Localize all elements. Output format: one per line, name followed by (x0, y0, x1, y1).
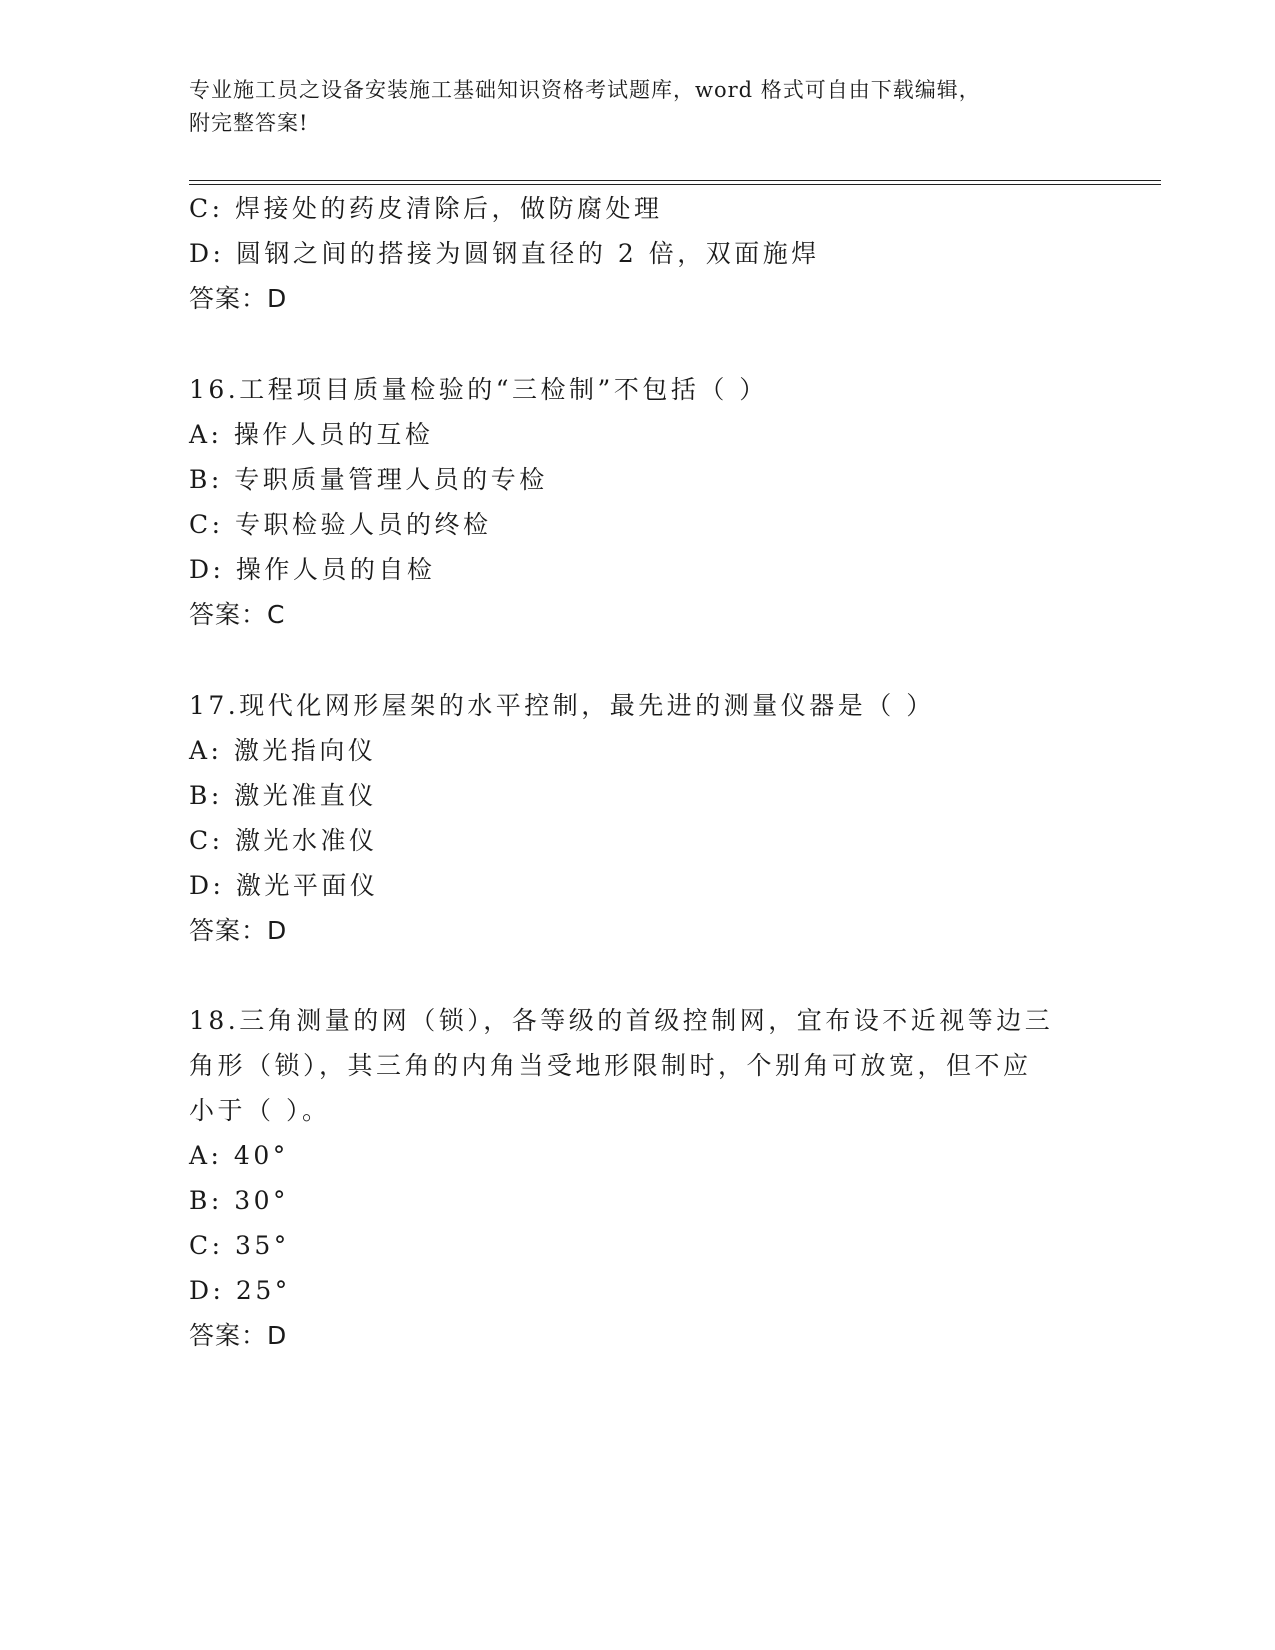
document-header: 专业施工员之设备安装施工基础知识资格考试题库，word 格式可自由下载编辑， 附完整答案! (189, 78, 981, 135)
q16-question: 16.工程项目质量检验的“三检制”不包括（ ） (189, 375, 768, 404)
q16-option-d: D: 操作人员的自检 (189, 555, 436, 584)
q16-option-c: C: 专职检验人员的终检 (189, 510, 492, 539)
q18-answer: 答案：D (189, 1321, 288, 1350)
q17-option-d: D: 激光平面仪 (189, 871, 379, 900)
q18-option-d: D: 25° (189, 1276, 291, 1305)
q18-question-line-1: 18.三角测量的网（锁），各等级的首级控制网，宜布设不近视等边三 (189, 1006, 1054, 1035)
q17-option-b: B: 激光准直仪 (189, 781, 377, 810)
q17-option-a: A: 激光指向仪 (189, 736, 377, 765)
q18-question-line-3: 小于（ ）。 (189, 1096, 331, 1125)
q17-question: 17.现代化网形屋架的水平控制，最先进的测量仪器是（ ） (189, 691, 935, 720)
prev-option-d: D: 圆钢之间的搭接为圆钢直径的 2 倍，双面施焊 (189, 239, 820, 268)
prev-option-c: C: 焊接处的药皮清除后，做防腐处理 (189, 194, 663, 223)
q18-option-c: C: 35° (189, 1231, 290, 1260)
q16-answer: 答案：C (189, 600, 286, 629)
q18-question-line-2: 角形（锁），其三角的内角当受地形限制时，个别角可放宽，但不应 (189, 1051, 1032, 1080)
q18-option-a: A: 40° (189, 1141, 289, 1170)
q17-answer: 答案：D (189, 916, 288, 945)
header-divider-top (189, 180, 1161, 181)
q16-option-b: B: 专职质量管理人员的专检 (189, 465, 548, 494)
prev-answer: 答案：D (189, 284, 288, 313)
q16-option-a: A: 操作人员的互检 (189, 420, 434, 449)
q18-option-b: B: 30° (189, 1186, 290, 1215)
q17-option-c: C: 激光水准仪 (189, 826, 378, 855)
header-divider-bottom (189, 184, 1161, 185)
